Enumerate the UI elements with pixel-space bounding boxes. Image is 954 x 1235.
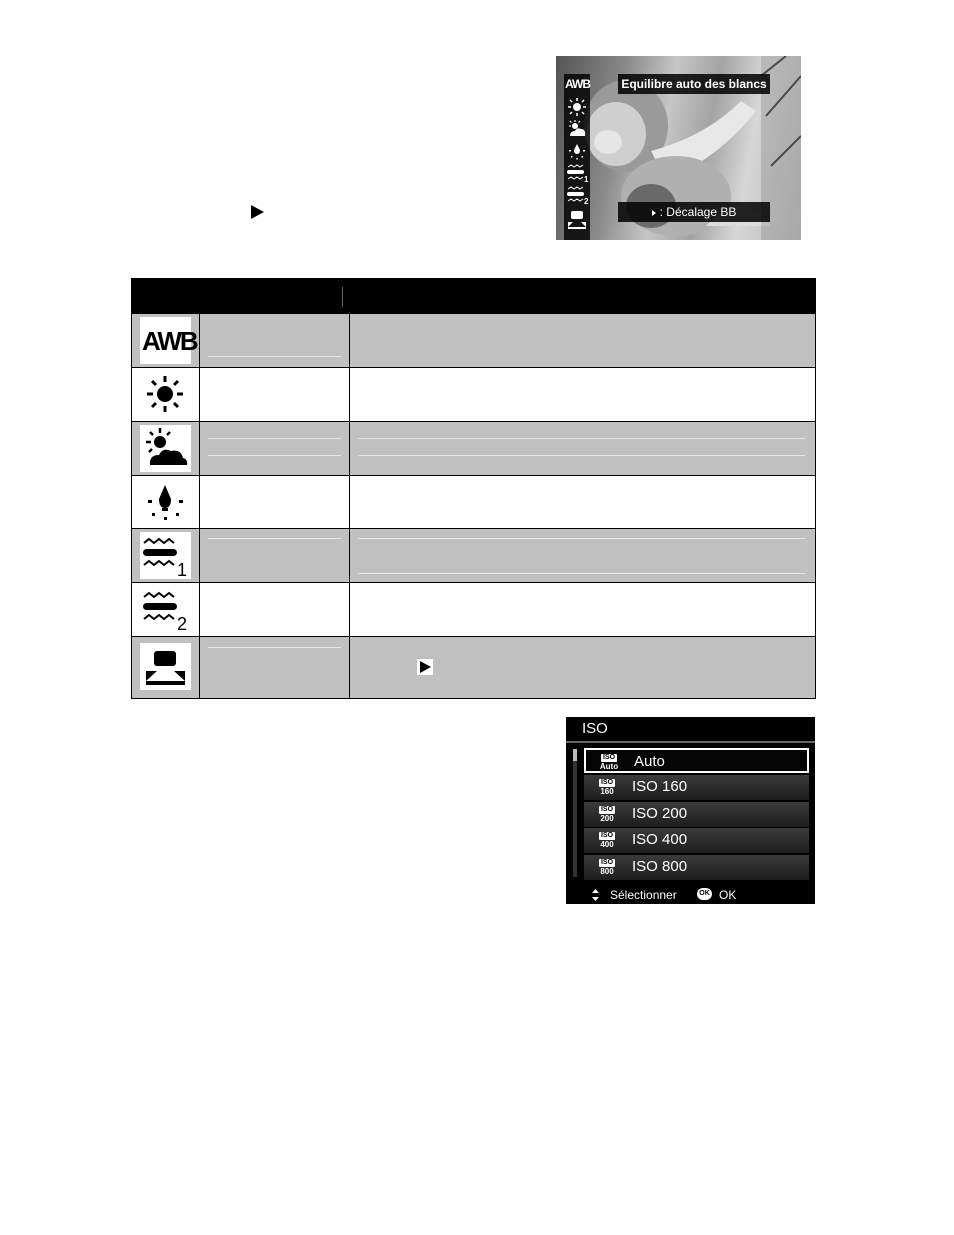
table-cell-description — [350, 422, 815, 475]
play-right-icon — [417, 659, 433, 675]
faint-line — [208, 538, 341, 539]
iso-auto-icon: ISO Auto — [599, 754, 619, 771]
table-header — [132, 279, 815, 313]
table-cell-icon — [132, 368, 200, 421]
faint-line — [358, 438, 805, 439]
table-cell-name — [200, 476, 350, 528]
wb-shift-hint: : Décalage BB — [618, 202, 770, 222]
svg-text:1: 1 — [177, 560, 188, 579]
table-cell-description — [350, 476, 815, 528]
fluorescent-2-icon — [140, 586, 191, 633]
table-cell-description — [350, 637, 815, 698]
table-row — [132, 636, 815, 698]
ok-hint: OK — [719, 888, 737, 902]
select-hint: Sélectionner — [610, 888, 677, 902]
custom-wb-icon[interactable] — [564, 208, 590, 230]
iso-menu-screen — [566, 717, 815, 904]
table-cell-icon — [132, 476, 200, 528]
iso-option-200[interactable] — [584, 802, 809, 827]
custom-wb-icon — [140, 643, 191, 690]
daylight-icon — [140, 371, 191, 418]
wb-options-strip — [564, 74, 590, 240]
table-cell-icon — [132, 583, 200, 636]
faint-line — [358, 455, 805, 456]
wb-mode-title: Equilibre auto des blancs — [618, 74, 770, 94]
iso-800-icon: ISO 800 — [600, 859, 614, 876]
svg-text:2: 2 — [584, 197, 589, 206]
faint-line — [358, 573, 805, 574]
iso-option-800[interactable] — [584, 855, 809, 880]
iso-option-auto[interactable] — [584, 748, 809, 773]
white-balance-screen — [556, 56, 801, 240]
table-row — [132, 475, 815, 528]
iso-option-label: Auto — [634, 753, 665, 770]
table-row — [132, 367, 815, 421]
fluorescent-2-icon[interactable] — [564, 184, 590, 206]
header-divider — [342, 287, 343, 307]
fluorescent-1-icon — [140, 532, 191, 579]
table-cell-icon — [132, 637, 200, 698]
tungsten-icon[interactable] — [564, 140, 590, 162]
iso-160-icon: ISO 160 — [600, 779, 614, 796]
table-cell-name — [200, 583, 350, 636]
header-cell-description — [350, 279, 810, 313]
faint-line — [208, 438, 341, 439]
table-cell-description — [350, 583, 815, 636]
table-cell-icon — [132, 529, 200, 582]
daylight-icon[interactable] — [564, 96, 590, 118]
table-cell-icon — [132, 314, 200, 367]
iso-option-label: ISO 800 — [632, 858, 688, 875]
wb-table — [131, 278, 816, 699]
svg-text:1: 1 — [584, 175, 589, 184]
iso-menu-title: ISO — [582, 720, 608, 737]
iso-scrollbar[interactable] — [573, 749, 577, 877]
table-cell-name — [200, 529, 350, 582]
iso-option-label: ISO 400 — [632, 831, 688, 848]
table-row — [132, 313, 815, 367]
fluorescent-1-icon[interactable] — [564, 162, 590, 184]
tungsten-icon — [140, 479, 191, 526]
header-cell-icon — [202, 279, 342, 313]
table-cell-description — [350, 529, 815, 582]
iso-menu-header — [566, 717, 815, 743]
up-down-icon — [592, 889, 599, 901]
right-arrow-icon — [652, 210, 656, 216]
faint-line — [208, 455, 341, 456]
faint-line — [358, 538, 805, 539]
table-cell-description — [350, 368, 815, 421]
awb-icon: AWB — [140, 317, 191, 364]
table-row — [132, 528, 815, 582]
table-row — [132, 421, 815, 475]
iso-option-160[interactable] — [584, 775, 809, 800]
play-right-icon — [251, 205, 264, 219]
table-cell-name — [200, 314, 350, 367]
faint-line — [208, 647, 341, 648]
ok-button-icon: OK — [697, 888, 712, 900]
iso-option-label: ISO 200 — [632, 805, 688, 822]
table-cell-description — [350, 314, 815, 367]
iso-option-400[interactable] — [584, 828, 809, 853]
iso-400-icon: ISO 400 — [600, 832, 614, 849]
cloudy-icon — [140, 425, 191, 472]
faint-line — [208, 356, 341, 357]
table-row — [132, 582, 815, 636]
table-cell-icon — [132, 422, 200, 475]
iso-200-icon: ISO 200 — [600, 806, 614, 823]
cloudy-icon[interactable] — [564, 118, 590, 140]
iso-menu-footer — [566, 885, 815, 904]
awb-icon[interactable]: AWB — [565, 77, 590, 91]
table-cell-name — [200, 368, 350, 421]
table-cell-name — [200, 422, 350, 475]
iso-option-label: ISO 160 — [632, 778, 688, 795]
iso-scrollbar-thumb[interactable] — [573, 749, 577, 761]
table-cell-name — [200, 637, 350, 698]
svg-text:2: 2 — [177, 614, 188, 633]
